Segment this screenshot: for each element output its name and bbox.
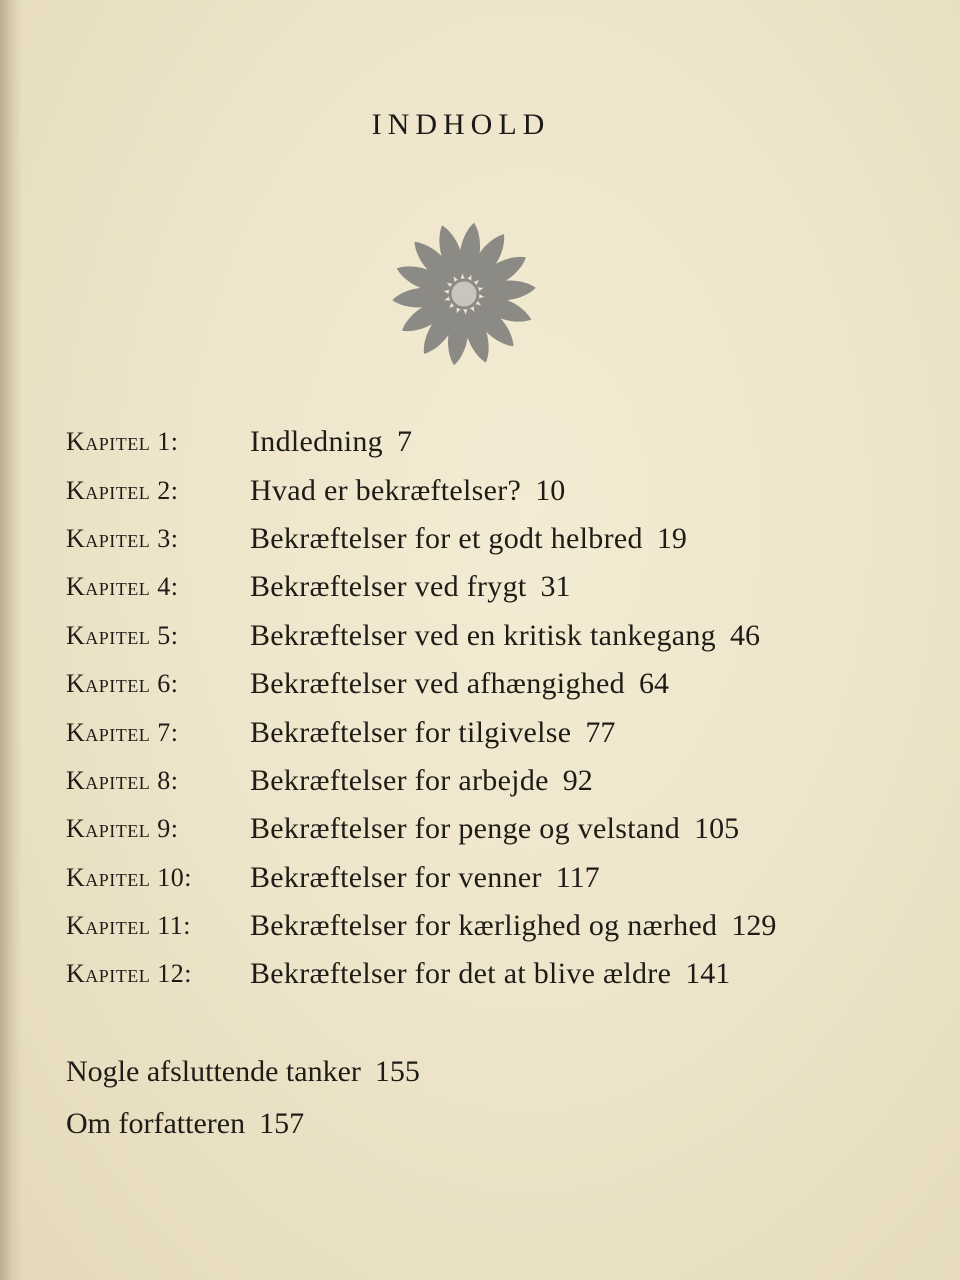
chapter-title: Bekræftelser for venner	[250, 860, 542, 894]
chapter-label: Kapitel 1:	[66, 427, 179, 457]
chapter-label: Kapitel 7:	[66, 717, 179, 747]
chapter-label: Kapitel 10:	[66, 862, 192, 892]
chapter-row	[66, 950, 936, 998]
chapter-page-number: 105	[694, 812, 740, 846]
chapter-row	[66, 466, 936, 514]
chapter-page-number: 92	[562, 763, 593, 797]
chapter-row	[66, 708, 936, 756]
chapter-label: Kapitel 4:	[66, 572, 179, 602]
chapter-list	[66, 418, 936, 999]
chapter-title: Bekræftelser for penge og velstand	[250, 812, 681, 846]
chapter-row	[66, 854, 936, 902]
chapter-page-number: 64	[638, 667, 669, 701]
chapter-row	[66, 902, 936, 950]
chapter-label: Kapitel 11:	[66, 911, 192, 941]
back-matter-page-number: 157	[259, 1107, 305, 1140]
chapter-row	[66, 515, 936, 563]
chapter-title: Indledning	[250, 425, 383, 459]
back-matter-title: Om forfatteren	[66, 1107, 246, 1140]
back-matter-list	[66, 1046, 886, 1150]
chapter-page-number: 31	[540, 570, 571, 604]
back-matter-page-number: 155	[374, 1055, 420, 1088]
chapter-row	[66, 660, 936, 708]
chapter-label: Kapitel 3:	[66, 523, 179, 553]
chapter-label: Kapitel 6:	[66, 669, 179, 699]
chapter-title: Bekræftelser ved en kritisk tankegang	[250, 618, 716, 652]
spine-shadow	[0, 0, 22, 1280]
chapter-title: Bekræftelser for arbejde	[250, 763, 549, 797]
chapter-title: Bekræftelser for det at blive ældre	[250, 957, 672, 991]
chapter-row	[66, 612, 936, 660]
chapter-title: Bekræftelser for et godt helbred	[250, 521, 643, 555]
chapter-title: Bekræftelser for kærlighed og nærhed	[250, 909, 718, 943]
chapter-page-number: 10	[535, 473, 566, 507]
chapter-page-number: 117	[555, 860, 600, 894]
page-title: INDHOLD	[371, 108, 551, 141]
chapter-title: Bekræftelser for tilgivelse	[250, 715, 572, 749]
chapter-row	[66, 757, 936, 805]
chapter-page-number: 46	[729, 618, 760, 652]
daisy-flower-icon	[372, 218, 556, 370]
chapter-page-number: 141	[685, 957, 731, 991]
chapter-label: Kapitel 9:	[66, 814, 179, 844]
chapter-page-number: 129	[731, 909, 777, 943]
chapter-row	[66, 563, 936, 611]
chapter-title: Bekræftelser ved frygt	[250, 570, 527, 604]
back-matter-row	[66, 1098, 886, 1150]
chapter-label: Kapitel 2:	[66, 475, 179, 505]
chapter-label: Kapitel 5:	[66, 620, 179, 650]
chapter-page-number: 77	[585, 715, 616, 749]
chapter-page-number: 7	[396, 425, 412, 459]
chapter-title: Bekræftelser ved afhængighed	[250, 667, 625, 701]
chapter-row	[66, 418, 936, 466]
chapter-label: Kapitel 8:	[66, 765, 179, 795]
chapter-page-number: 19	[656, 521, 687, 555]
chapter-label: Kapitel 12:	[66, 959, 192, 989]
flower-center	[450, 280, 478, 308]
chapter-row	[66, 805, 936, 853]
back-matter-title: Nogle afsluttende tanker	[66, 1055, 361, 1088]
chapter-title: Hvad er bekræftelser?	[250, 473, 522, 507]
back-matter-row	[66, 1046, 886, 1098]
